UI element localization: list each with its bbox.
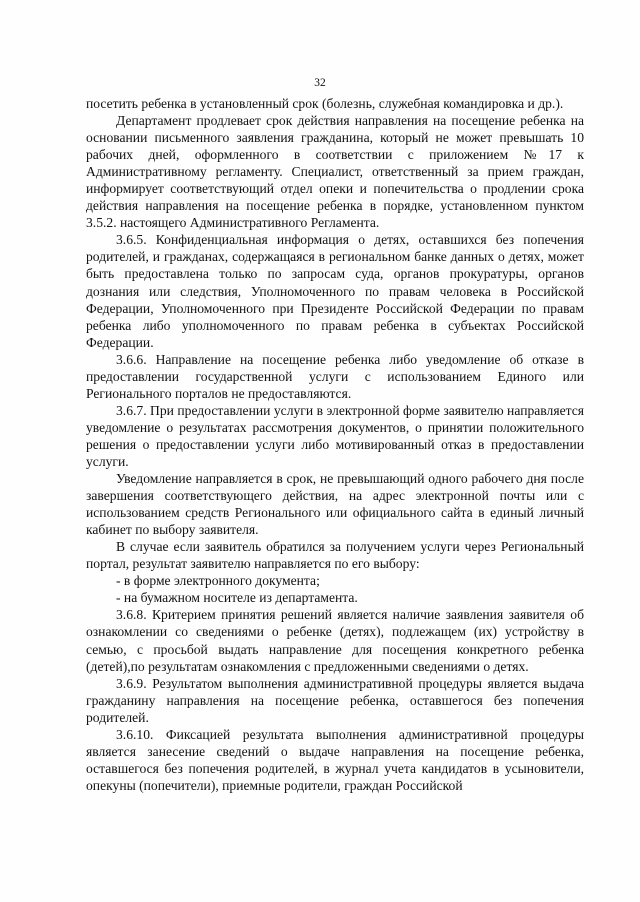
paragraph-3-6-6: 3.6.6. Направление на посещение ребенка либо уведомление об отказе в предоставлении государственной услуги с использованием Единого или Регионального порталов не предоставляются. — [86, 351, 584, 401]
paragraph-extension-term: Департамент продлевает срок действия направления на посещение ребенка на основании письменного заявления гражданина, который не может превышать 10 рабочих дней, оформленного в соответствии с приложением №17 к Административному регламенту. Специалист, ответственный за прием граждан, информирует соответствующий отдел опеки и попечительства о продлении срока действия направления на посещение ребенка в порядке, установленном пунктом 3.5.2. настоящего Административного Регламента. — [86, 113, 584, 231]
paragraph-3-6-10: 3.6.10. Фиксацией результата выполнения административной процедуры является занесение сведений о выдаче направления на посещение ребенка, оставшегося без попечения родителей, в журнал учета кандидатов в усыновители, опекуны (попечители), приемные родители, граждан Российской — [86, 726, 584, 793]
page-number: 32 — [314, 77, 326, 89]
paragraph-notification: Уведомление направляется в срок, не превышающий одного рабочего дня после завершения соответствующего действия, на адрес электронной почты или с использованием средств Регионального или официального сайта в единый личный кабинет по выбору заявителя. — [86, 471, 584, 538]
paragraph-regional-portal: В случае если заявитель обратился за получением услуги через Региональный портал, результат заявителю направляется по его выбору: — [86, 539, 584, 572]
paragraph-continuation: посетить ребенка в установленный срок (болезнь, служебная командировка и др.). — [86, 96, 564, 111]
paragraph-3-6-5: 3.6.5. Конфиденциальная информация о детях, оставшихся без попечения родителей, и гражданах, содержащаяся в региональном банке данных о детях, может быть предоставлена только по запросам суда, органов прокуратуры, органов дознания или следствия, Уполномоченного по правам человека в Российской Федерации, Уполномоченного при Президенте Российской Федерации по правам ребенка либо уполномоченного по правам ребенка в субъектах Российской Федерации. — [86, 232, 584, 350]
list-item-paper: - на бумажном носителе из департамента. — [116, 590, 358, 606]
paragraph-3-6-8: 3.6.8. Критерием принятия решений является наличие заявления заявителя об ознакомлении со сведениями о ребенке (детях), подлежащем (их) устройству в семью, с просьбой выдать направление для посещения конкретного ребенка (детей),по результатам ознакомления с предложенными сведениями о детях. — [86, 607, 584, 674]
document-body — [86, 95, 584, 794]
paragraph-3-6-7: 3.6.7. При предоставлении услуги в электронной форме заявителю направляется уведомление о результатах рассмотрения документов, о принятии положительного решения о предоставлении услуги либо мотивированный отказ в предоставлении услуги. — [86, 402, 584, 469]
list-item-electronic: - в форме электронного документа; — [116, 573, 320, 589]
paragraph-3-6-9: 3.6.9. Результатом выполнения административной процедуры является выдача гражданину направления на посещение ребенка, оставшегося без попечения родителей. — [86, 675, 584, 725]
